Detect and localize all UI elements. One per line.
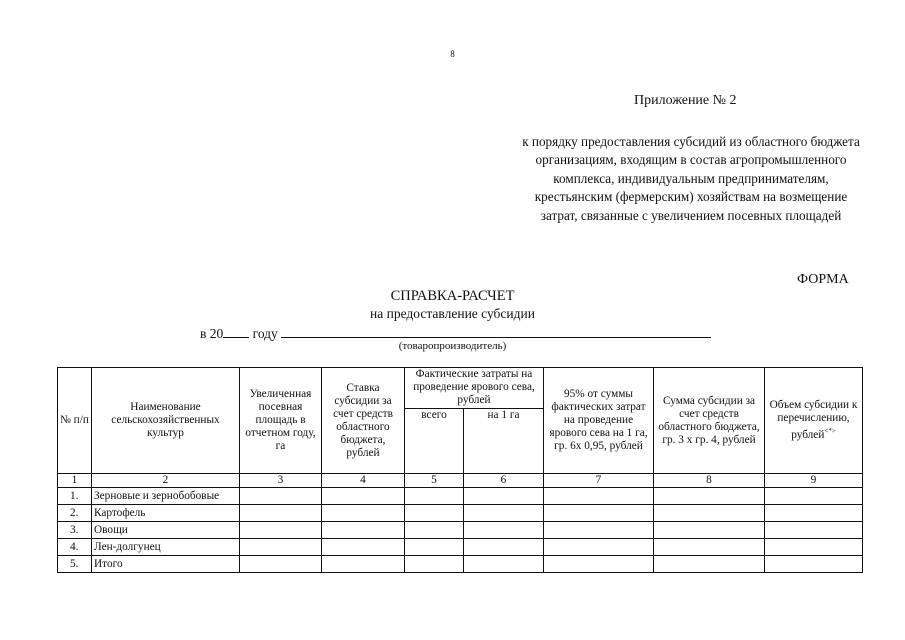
year-prefix: в 20 xyxy=(200,326,224,341)
cell-area[interactable] xyxy=(240,539,322,556)
cell-transfer-volume[interactable] xyxy=(765,522,863,539)
producer-blank[interactable] xyxy=(281,323,711,338)
column-number: 7 xyxy=(544,474,654,488)
cell-actual-per-ha[interactable] xyxy=(464,539,544,556)
page-number: 8 xyxy=(450,49,455,59)
header-actual-costs: Фактические затраты на проведение ярового сева, рублей xyxy=(405,368,544,409)
header-transfer-volume xyxy=(765,368,863,474)
cell-actual-total[interactable] xyxy=(405,505,464,522)
cell-rate[interactable] xyxy=(322,505,405,522)
cell-area[interactable] xyxy=(240,556,322,573)
header-pct95: 95% от суммы фактических затрат на проведение ярового сева на 1 га, гр. 6х 0,95, рублей xyxy=(544,368,654,474)
appendix-description: к порядку предоставления субсидий из областного бюджета организациям, входящим в состав агропромышленного комплекса, индивидуальным предпринимателям, крестьянским (фермерским) хозяйствам на возмещение затрат, связанные с увеличением посевных площадей xyxy=(522,134,860,223)
row-crop-name: Овощи xyxy=(92,522,240,539)
row-num: 5. xyxy=(58,556,92,573)
cell-pct95[interactable] xyxy=(544,556,654,573)
cell-pct95[interactable] xyxy=(544,488,654,505)
cell-rate[interactable] xyxy=(322,488,405,505)
row-num: 2. xyxy=(58,505,92,522)
header-crop-name: Наименование сельскохозяйственных культур xyxy=(92,368,240,474)
column-number: 8 xyxy=(654,474,765,488)
column-number: 4 xyxy=(322,474,405,488)
cell-area[interactable] xyxy=(240,522,322,539)
cell-rate[interactable] xyxy=(322,522,405,539)
cell-actual-per-ha[interactable] xyxy=(464,505,544,522)
row-num: 1. xyxy=(58,488,92,505)
header-transfer-volume-text: Объем субсидии к перечислению, рублей xyxy=(769,399,858,441)
cell-transfer-volume[interactable] xyxy=(765,505,863,522)
document-title: СПРАВКА-РАСЧЕТ xyxy=(390,288,515,304)
cell-actual-total[interactable] xyxy=(405,488,464,505)
year-word: году xyxy=(252,326,278,341)
table-row xyxy=(58,522,863,539)
table-row xyxy=(58,488,863,505)
cell-actual-per-ha[interactable] xyxy=(464,488,544,505)
producer-caption: (товаропроизводитель) xyxy=(398,340,507,352)
column-number: 1 xyxy=(58,474,92,488)
cell-transfer-volume[interactable] xyxy=(765,488,863,505)
cell-actual-per-ha[interactable] xyxy=(464,522,544,539)
row-crop-name: Картофель xyxy=(92,505,240,522)
cell-rate[interactable] xyxy=(322,556,405,573)
column-number-row xyxy=(58,474,863,488)
cell-subsidy-sum[interactable] xyxy=(654,539,765,556)
cell-subsidy-sum[interactable] xyxy=(654,556,765,573)
cell-subsidy-sum[interactable] xyxy=(654,522,765,539)
cell-actual-total[interactable] xyxy=(405,522,464,539)
form-label: ФОРМА xyxy=(797,272,849,287)
column-number: 2 xyxy=(92,474,240,488)
row-num: 4. xyxy=(58,539,92,556)
header-actual-total: всего xyxy=(405,409,464,474)
header-row-1 xyxy=(58,368,863,409)
table-row xyxy=(58,505,863,522)
cell-rate[interactable] xyxy=(322,539,405,556)
header-actual-per-ha: на 1 га xyxy=(464,409,544,474)
cell-pct95[interactable] xyxy=(544,539,654,556)
cell-transfer-volume[interactable] xyxy=(765,539,863,556)
header-area: Увеличенная посевная площадь в отчетном году, га xyxy=(240,368,322,474)
cell-pct95[interactable] xyxy=(544,505,654,522)
column-number: 9 xyxy=(765,474,863,488)
column-number: 3 xyxy=(240,474,322,488)
cell-actual-per-ha[interactable] xyxy=(464,556,544,573)
appendix-title: Приложение № 2 xyxy=(634,93,737,108)
cell-area[interactable] xyxy=(240,505,322,522)
cell-subsidy-sum[interactable] xyxy=(654,505,765,522)
column-number: 6 xyxy=(464,474,544,488)
table-row xyxy=(58,556,863,573)
row-crop-name: Лен-долгунец xyxy=(92,539,240,556)
cell-actual-total[interactable] xyxy=(405,556,464,573)
subsidy-table xyxy=(57,367,863,573)
column-number: 5 xyxy=(405,474,464,488)
row-num: 3. xyxy=(58,522,92,539)
row-crop-name: Зерновые и зернобобовые xyxy=(92,488,240,505)
header-rate: Ставка субсидии за счет средств областного бюджета, рублей xyxy=(322,368,405,474)
cell-pct95[interactable] xyxy=(544,522,654,539)
header-num: № п/п xyxy=(58,368,92,474)
year-blank[interactable] xyxy=(223,323,249,338)
cell-area[interactable] xyxy=(240,488,322,505)
cell-subsidy-sum[interactable] xyxy=(654,488,765,505)
cell-actual-total[interactable] xyxy=(405,539,464,556)
footnote-marker: <*> xyxy=(824,427,836,436)
row-crop-name: Итого xyxy=(92,556,240,573)
cell-transfer-volume[interactable] xyxy=(765,556,863,573)
header-subsidy-sum: Сумма субсидии за счет средств областного бюджета, гр. 3 х гр. 4, рублей xyxy=(654,368,765,474)
table-row xyxy=(58,539,863,556)
document-subtitle: на предоставление субсидии xyxy=(370,306,535,321)
